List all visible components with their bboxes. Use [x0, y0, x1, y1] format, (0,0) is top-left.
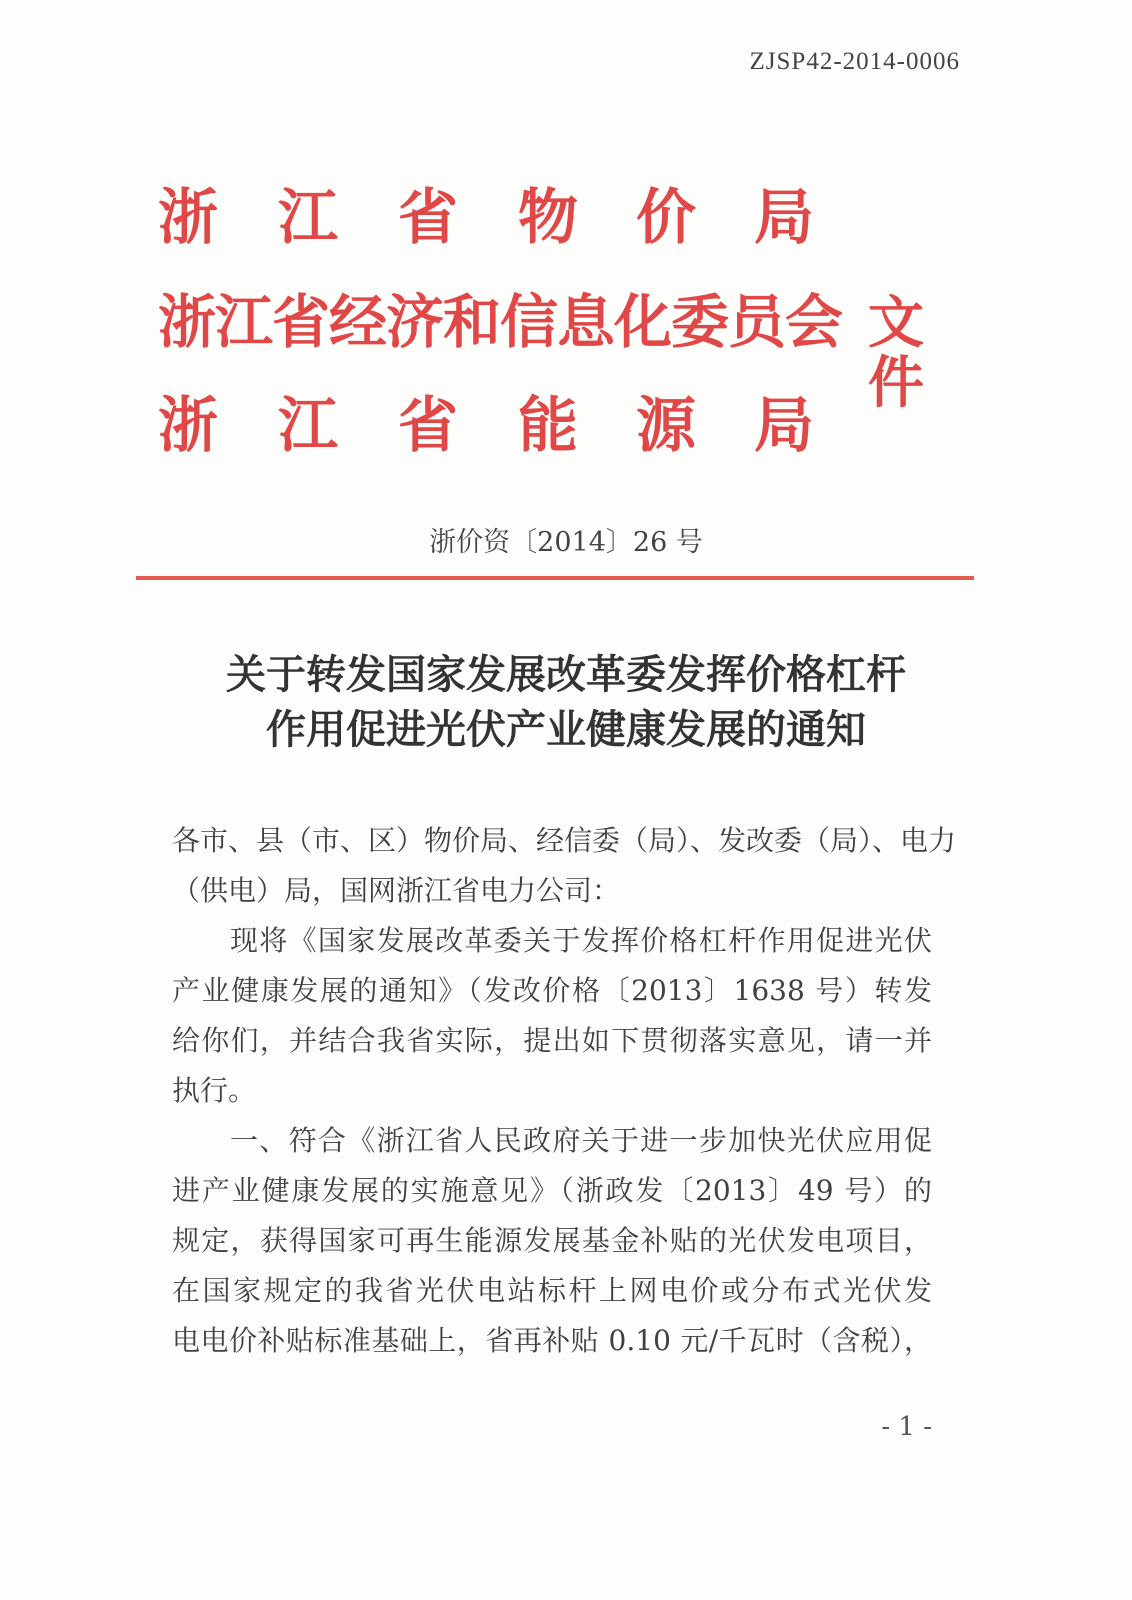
paragraph-line: 规定，获得国家可再生能源发展基金补贴的光伏发电项目，: [172, 1224, 932, 1257]
issuer-char: 局: [754, 183, 814, 253]
issuer-char: 浙: [158, 183, 218, 253]
page-number: - 1 -: [881, 1412, 932, 1442]
document-number: 浙价资〔2014〕26 号: [429, 527, 703, 558]
issuer-char: 省: [398, 183, 458, 253]
paragraph-line: 进产业健康发展的实施意见》（浙政发〔2013〕49 号）的: [172, 1174, 932, 1207]
addressee-line: 各市、县（市、区）物价局、经信委（局）、发改委（局）、电力: [172, 824, 957, 857]
paragraph-line: 现将《国家发展改革委关于发挥价格杠杆作用促进光伏: [230, 924, 932, 957]
issuer-char: 省: [398, 391, 458, 461]
issuer-char: 江: [278, 183, 338, 253]
issuer-line-economy-commission: [158, 288, 843, 356]
paragraph-line: 电电价补贴标准基础上，省再补贴 0.10 元/千瓦时（含税），: [172, 1324, 932, 1357]
addressee-line: （供电）局，国网浙江省电力公司：: [172, 874, 621, 907]
paragraph-line: 在国家规定的我省光伏电站标杆上网电价或分布式光伏发: [172, 1274, 932, 1307]
document-title-line-1: 关于转发国家发展改革委发挥价格杠杆: [226, 651, 906, 698]
paragraph-line: 一、符合《浙江省人民政府关于进一步加快光伏应用促: [230, 1124, 932, 1157]
document-title-line-2: 作用促进光伏产业健康发展的通知: [266, 706, 866, 753]
issuer-char: 局: [754, 391, 814, 461]
paragraph-line: 给你们，并结合我省实际，提出如下贯彻落实意见，请一并: [172, 1024, 932, 1057]
issuer-document-suffix: 文件: [868, 291, 924, 416]
issuer-char: 物: [518, 183, 578, 253]
issuer-char: 价: [636, 183, 696, 253]
paragraph-line: 执行。: [172, 1074, 257, 1107]
red-divider: [136, 576, 974, 580]
issuer-header: [158, 183, 958, 468]
issuer-char: 源: [636, 391, 696, 461]
document-code: ZJSP42-2014-0006: [749, 48, 960, 75]
issuer-char: 江: [278, 391, 338, 461]
paragraph-line: 产业健康发展的通知》（发改价格〔2013〕1638 号）转发: [172, 974, 932, 1007]
issuer-name: 浙江省经济和信息化委员会: [158, 288, 843, 356]
issuer-char: 能: [518, 391, 578, 461]
issuer-char: 浙: [158, 391, 218, 461]
